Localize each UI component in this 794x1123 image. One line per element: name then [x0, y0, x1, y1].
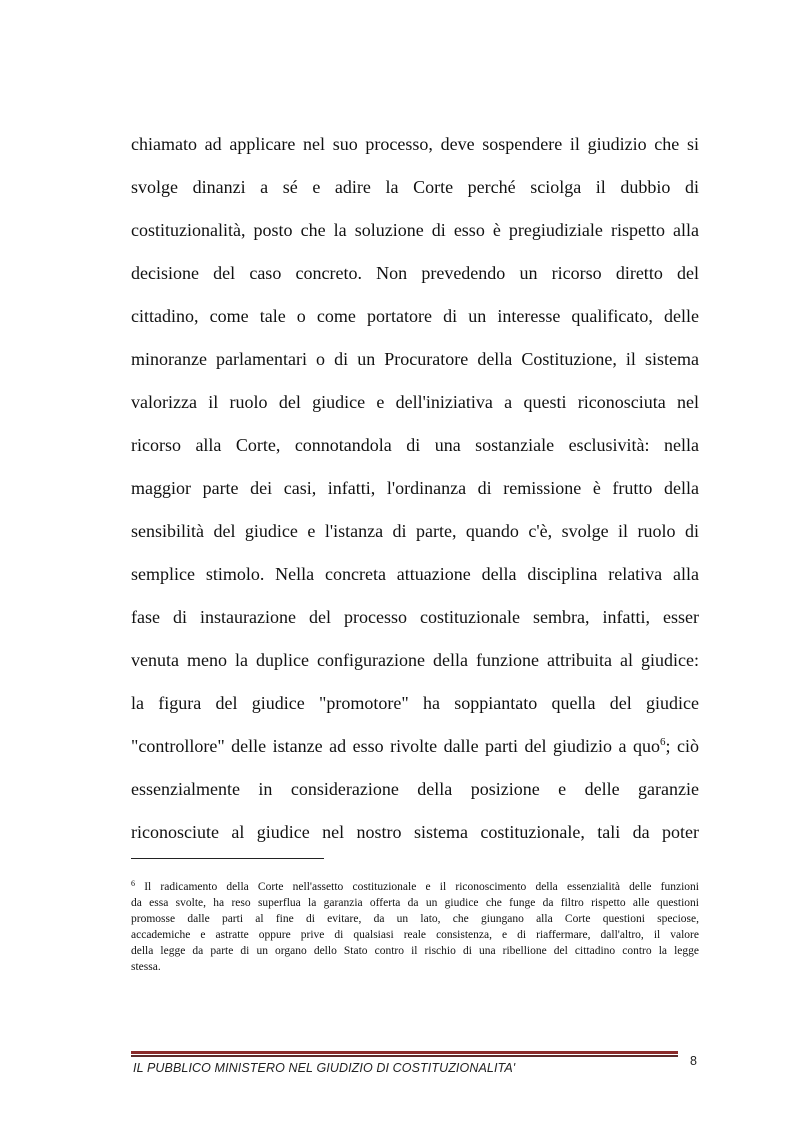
- footnote-line: promosse dalle parti al fine di evitare, da un lato, che giungano alla Corte questioni speciose,: [131, 912, 699, 925]
- body-line: decisione del caso concreto. Non prevedendo un ricorso diretto del: [131, 263, 699, 283]
- footnote-line: [131, 880, 699, 896]
- footnote-number: 6: [131, 879, 135, 888]
- body-line: semplice stimolo. Nella concreta attuazione della disciplina relativa alla: [131, 564, 699, 584]
- body-line: venuta meno la duplice configurazione della funzione attribuita al giudice:: [131, 650, 699, 670]
- body-line: essenzialmente in considerazione della posizione e delle garanzie: [131, 779, 699, 799]
- body-line: riconosciute al giudice nel nostro sistema costituzionale, tali da poter: [131, 822, 699, 842]
- body-line: la figura del giudice "promotore" ha soppiantato quella del giudice: [131, 693, 699, 713]
- footnote-line: della legge da parte di un organo dello Stato contro il rischio di una ribellione del cittadino contro la legge: [131, 944, 699, 957]
- footer-rule: [131, 1051, 678, 1054]
- body-line: valorizza il ruolo del giudice e dell'iniziativa a questi riconosciuta nel: [131, 392, 699, 412]
- body-line: costituzionalità, posto che la soluzione di esso è pregiudiziale rispetto alla: [131, 220, 699, 240]
- body-line: ricorso alla Corte, connotandola di una sostanziale esclusività: nella: [131, 435, 699, 455]
- footnote-separator: [131, 858, 324, 859]
- ref-line-text: "controllore" delle istanze ad esso rivolte dalle parti del giudizio a quo: [131, 736, 660, 756]
- body-line: svolge dinanzi a sé e adire la Corte perché sciolga il dubbio di: [131, 177, 699, 197]
- footnote: [131, 880, 699, 975]
- body-line: minoranze parlamentari o di un Procuratore della Costituzione, il sistema: [131, 349, 699, 369]
- body-line: cittadino, come tale o come portatore di un interesse qualificato, delle: [131, 306, 699, 326]
- footnote-line: da essa svolte, ha reso superflua la garanzia offerta da un giudice che funge da filtro rispetto alle questioni: [131, 896, 699, 909]
- ref-line-tail: ; ciò: [665, 736, 699, 756]
- footnote-line: stessa.: [131, 960, 161, 973]
- footer-rule-inner: [131, 1055, 678, 1057]
- footnote-line: accademiche e astratte oppure prive di qualsiasi reale consistenza, e di riaffermare, dall'altro, il valore: [131, 928, 699, 941]
- page-number: 8: [690, 1054, 697, 1068]
- body-text: [131, 124, 699, 855]
- footnote-text: Il radicamento della Corte nell'assetto costituzionale e il riconoscimento della essenzialità delle funzioni: [144, 881, 700, 893]
- body-line: chiamato ad applicare nel suo processo, deve sospendere il giudizio che si: [131, 134, 699, 154]
- footnote-ref-mark[interactable]: 6: [660, 736, 666, 748]
- body-line: fase di instaurazione del processo costituzionale sembra, infatti, esser: [131, 607, 699, 627]
- body-line: sensibilità del giudice e l'istanza di parte, quando c'è, svolge il ruolo di: [131, 521, 699, 541]
- running-footer-title: IL PUBBLICO MINISTERO NEL GIUDIZIO DI COSTITUZIONALITA': [133, 1061, 516, 1075]
- body-line-with-footnote-ref: [131, 726, 699, 769]
- body-line: maggior parte dei casi, infatti, l'ordinanza di remissione è frutto della: [131, 478, 699, 498]
